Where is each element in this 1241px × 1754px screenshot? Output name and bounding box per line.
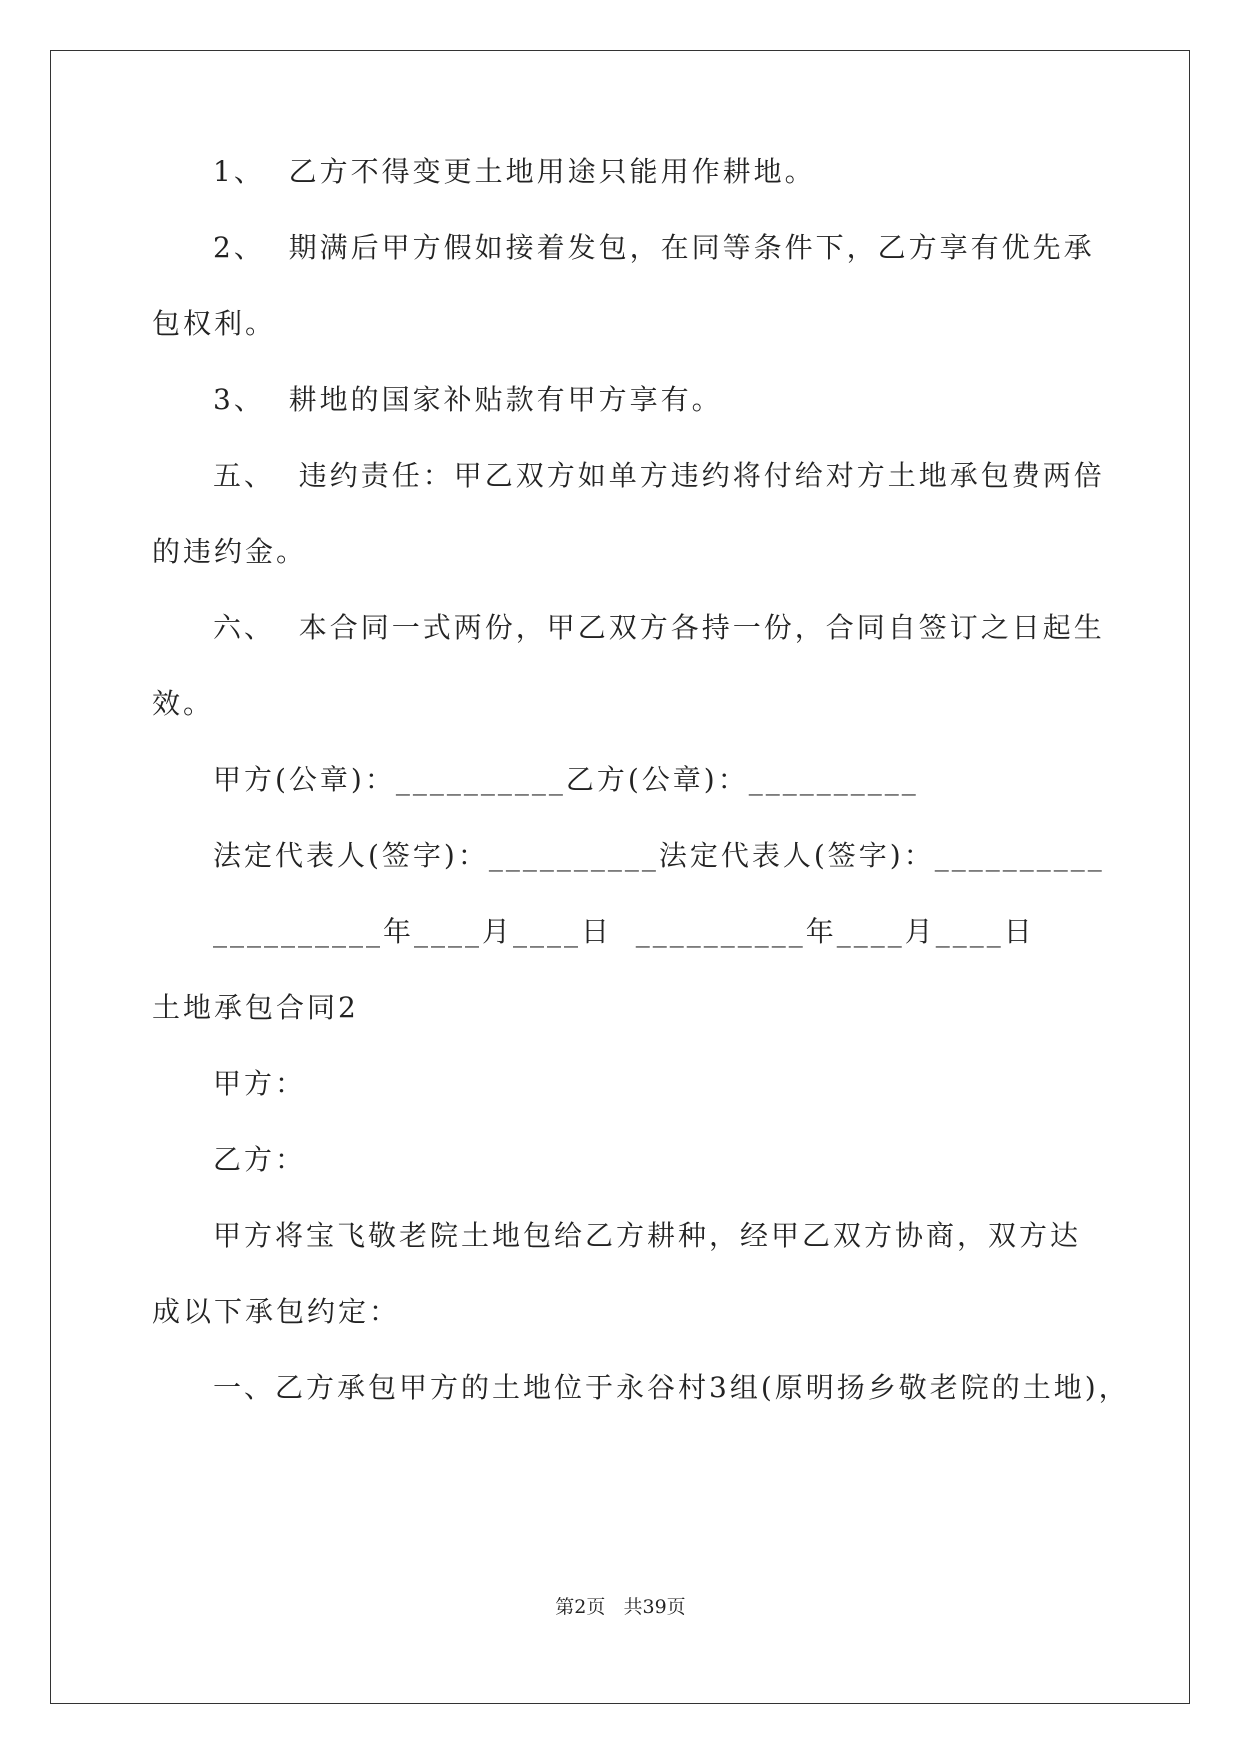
clause-2-line-1: 2、 期满后甲方假如接着发包，在同等条件下，乙方享有优先承 [213,231,1095,264]
intro-line-1: 甲方将宝飞敬老院土地包给乙方耕种，经甲乙双方协商，双方达 [213,1219,1082,1252]
contract-heading: 土地承包合同2 [152,991,359,1024]
clause-1: 1、 乙方不得变更土地用途只能用作耕地。 [213,155,816,188]
clause-2-line-2: 包权利。 [152,307,277,340]
section-5-line-1: 五、 违约责任：甲乙双方如单方违约将付给对方土地承包费两倍 [213,459,1105,492]
signature-line: 法定代表人(签字)：__________法定代表人(签字)：__________ [213,839,1105,872]
section-5-line-2: 的违约金。 [152,535,308,568]
intro-line-2: 成以下承包约定： [152,1295,401,1328]
page-number-footer: 第2页 共39页 [555,1596,686,1618]
page-border [50,50,1190,1704]
article-1-line-1: 一、乙方承包甲方的土地位于永谷村3组(原明扬乡敬老院的土地)， [213,1371,1130,1404]
section-6-line-1: 六、 本合同一式两份，甲乙双方各持一份，合同自签订之日起生 [213,611,1105,644]
date-line: __________年____月____日 __________年____月____日 [213,915,1035,948]
clause-3: 3、 耕地的国家补贴款有甲方享有。 [213,383,723,416]
seal-line: 甲方(公章)：__________乙方(公章)：__________ [213,763,919,796]
section-6-line-2: 效。 [152,687,215,720]
party-b-line: 乙方： [213,1143,307,1176]
party-a-line: 甲方： [213,1067,307,1100]
